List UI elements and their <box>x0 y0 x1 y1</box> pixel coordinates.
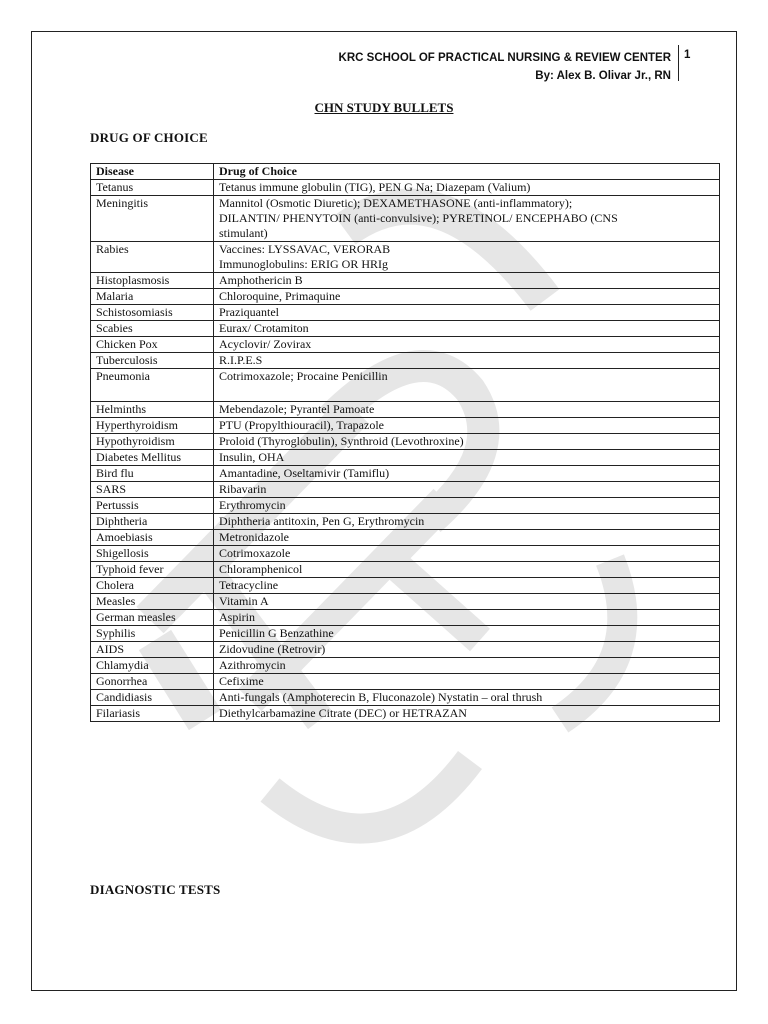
drug-line: Eurax/ Crotamiton <box>219 321 309 335</box>
table-row <box>91 690 720 706</box>
disease-cell: Hyperthyroidism <box>91 418 214 434</box>
disease-cell: Histoplasmosis <box>91 273 214 289</box>
table-row <box>91 530 720 546</box>
drug-line: PTU (Propylthiouracil), Trapazole <box>219 418 384 432</box>
header-divider <box>678 45 679 81</box>
table-row <box>91 706 720 722</box>
disease-cell: Candidiasis <box>91 690 214 706</box>
disease-cell: Filariasis <box>91 706 214 722</box>
drug-line: R.I.P.E.S <box>219 353 263 367</box>
drug-line: Chloramphenicol <box>219 562 303 576</box>
drug-line: Amantadine, Oseltamivir (Tamiflu) <box>219 466 390 480</box>
disease-cell: Meningitis <box>91 196 214 242</box>
table-row <box>91 562 720 578</box>
drug-cell <box>214 674 720 690</box>
table-row <box>91 658 720 674</box>
drug-line: Azithromycin <box>219 658 286 672</box>
table-row <box>91 242 720 273</box>
table-row <box>91 498 720 514</box>
drug-cell <box>214 466 720 482</box>
drug-cell <box>214 418 720 434</box>
table-row <box>91 482 720 498</box>
drug-cell <box>214 562 720 578</box>
drug-cell <box>214 434 720 450</box>
disease-cell: Gonorrhea <box>91 674 214 690</box>
drug-cell <box>214 578 720 594</box>
table-row <box>91 337 720 353</box>
drug-cell <box>214 321 720 337</box>
table-row <box>91 434 720 450</box>
disease-cell: Tuberculosis <box>91 353 214 369</box>
drug-of-choice-table <box>90 163 720 722</box>
section-heading-diagnostic-tests: DIAGNOSTIC TESTS <box>90 882 221 897</box>
drug-line: Metronidazole <box>219 530 289 544</box>
drug-line: Zidovudine (Retrovir) <box>219 642 326 656</box>
drug-line: Chloroquine, Primaquine <box>219 289 341 303</box>
table-row <box>91 466 720 482</box>
table-row <box>91 289 720 305</box>
disease-cell: Malaria <box>91 289 214 305</box>
table-row <box>91 418 720 434</box>
drug-line: Proloid (Thyroglobulin), Synthroid (Levothroxine) <box>219 434 464 448</box>
drug-cell <box>214 610 720 626</box>
drug-line: Mebendazole; Pyrantel Pamoate <box>219 402 375 416</box>
table-row <box>91 180 720 196</box>
drug-cell <box>214 530 720 546</box>
disease-cell: Measles <box>91 594 214 610</box>
table-row <box>91 369 720 402</box>
table-row <box>91 674 720 690</box>
drug-line: Penicillin G Benzathine <box>219 626 334 640</box>
drug-cell <box>214 369 720 402</box>
header-school-name: KRC SCHOOL OF PRACTICAL NURSING & REVIEW CENTER <box>338 52 671 64</box>
drug-cell <box>214 196 720 242</box>
drug-line: Tetanus immune globulin (TIG), PEN G Na; Diazepam (Valium) <box>219 180 531 194</box>
disease-cell: Chicken Pox <box>91 337 214 353</box>
drug-line: Diethylcarbamazine Citrate (DEC) or HETRAZAN <box>219 706 467 720</box>
table-row <box>91 626 720 642</box>
drug-cell <box>214 546 720 562</box>
disease-cell: Syphilis <box>91 626 214 642</box>
drug-cell <box>214 305 720 321</box>
table-row <box>91 353 720 369</box>
disease-cell: Pertussis <box>91 498 214 514</box>
drug-cell <box>214 658 720 674</box>
disease-cell: Scabies <box>91 321 214 337</box>
disease-cell: AIDS <box>91 642 214 658</box>
drug-line: stimulant) <box>219 226 268 240</box>
drug-line: Tetracycline <box>219 578 279 592</box>
drug-cell <box>214 706 720 722</box>
disease-cell: Pneumonia <box>91 369 214 402</box>
disease-cell: Rabies <box>91 242 214 273</box>
header-author: By: Alex B. Olivar Jr., RN <box>535 70 671 82</box>
disease-cell: SARS <box>91 482 214 498</box>
drug-cell <box>214 180 720 196</box>
disease-cell: Shigellosis <box>91 546 214 562</box>
column-header-drug: Drug of Choice <box>214 164 720 180</box>
table-row <box>91 514 720 530</box>
disease-cell: Hypothyroidism <box>91 434 214 450</box>
drug-cell <box>214 482 720 498</box>
drug-line: Amphothericin B <box>219 273 303 287</box>
drug-cell <box>214 514 720 530</box>
table-row <box>91 642 720 658</box>
disease-cell: Chlamydia <box>91 658 214 674</box>
table-row <box>91 305 720 321</box>
drug-line: Anti-fungals (Amphoterecin B, Fluconazole) Nystatin – oral thrush <box>219 690 543 704</box>
drug-cell <box>214 402 720 418</box>
drug-cell <box>214 690 720 706</box>
table-row <box>91 273 720 289</box>
drug-line: Praziquantel <box>219 305 279 319</box>
disease-cell: Helminths <box>91 402 214 418</box>
drug-line: Aspirin <box>219 610 255 624</box>
disease-cell: Schistosomiasis <box>91 305 214 321</box>
drug-cell <box>214 289 720 305</box>
disease-cell: Diphtheria <box>91 514 214 530</box>
table-row <box>91 594 720 610</box>
drug-cell <box>214 242 720 273</box>
drug-cell <box>214 498 720 514</box>
disease-cell: Bird flu <box>91 466 214 482</box>
drug-cell <box>214 273 720 289</box>
drug-cell <box>214 594 720 610</box>
disease-cell: Tetanus <box>91 180 214 196</box>
drug-line: Cotrimoxazole; Procaine Penicillin <box>219 369 388 383</box>
disease-cell: Diabetes Mellitus <box>91 450 214 466</box>
drug-line: Diphtheria antitoxin, Pen G, Erythromycin <box>219 514 425 528</box>
column-header-disease: Disease <box>91 164 214 180</box>
document-header <box>339 49 671 85</box>
drug-cell <box>214 450 720 466</box>
table-row <box>91 196 720 242</box>
drug-cell <box>214 353 720 369</box>
table-row <box>91 578 720 594</box>
table-row <box>91 610 720 626</box>
table-row <box>91 321 720 337</box>
table-row <box>91 546 720 562</box>
drug-line: Erythromycin <box>219 498 286 512</box>
document-title: CHN STUDY BULLETS <box>314 100 454 115</box>
drug-cell <box>214 642 720 658</box>
disease-cell: Cholera <box>91 578 214 594</box>
table-row <box>91 450 720 466</box>
drug-line: Insulin, OHA <box>219 450 285 464</box>
drug-line: DILANTIN/ PHENYTOIN (anti-convulsive); PYRETINOL/ ENCEPHABO (CNS <box>219 211 618 225</box>
page-number: 1 <box>684 49 691 61</box>
table-row <box>91 402 720 418</box>
drug-cell <box>214 626 720 642</box>
table-header-row <box>91 164 720 180</box>
drug-line: Cefixime <box>219 674 264 688</box>
section-heading-drug-of-choice: DRUG OF CHOICE <box>90 130 208 145</box>
disease-cell: Amoebiasis <box>91 530 214 546</box>
drug-line: Ribavarin <box>219 482 267 496</box>
disease-cell: Typhoid fever <box>91 562 214 578</box>
drug-cell <box>214 337 720 353</box>
drug-line: Immunoglobulins: ERIG OR HRIg <box>219 257 389 271</box>
drug-line: Cotrimoxazole <box>219 546 291 560</box>
drug-line: Vitamin A <box>219 594 269 608</box>
drug-line: Mannitol (Osmotic Diuretic); DEXAMETHASONE (anti-inflammatory); <box>219 196 573 210</box>
drug-line: Vaccines: LYSSAVAC, VERORAB <box>219 242 391 256</box>
disease-cell: German measles <box>91 610 214 626</box>
drug-line: Acyclovir/ Zovirax <box>219 337 312 351</box>
